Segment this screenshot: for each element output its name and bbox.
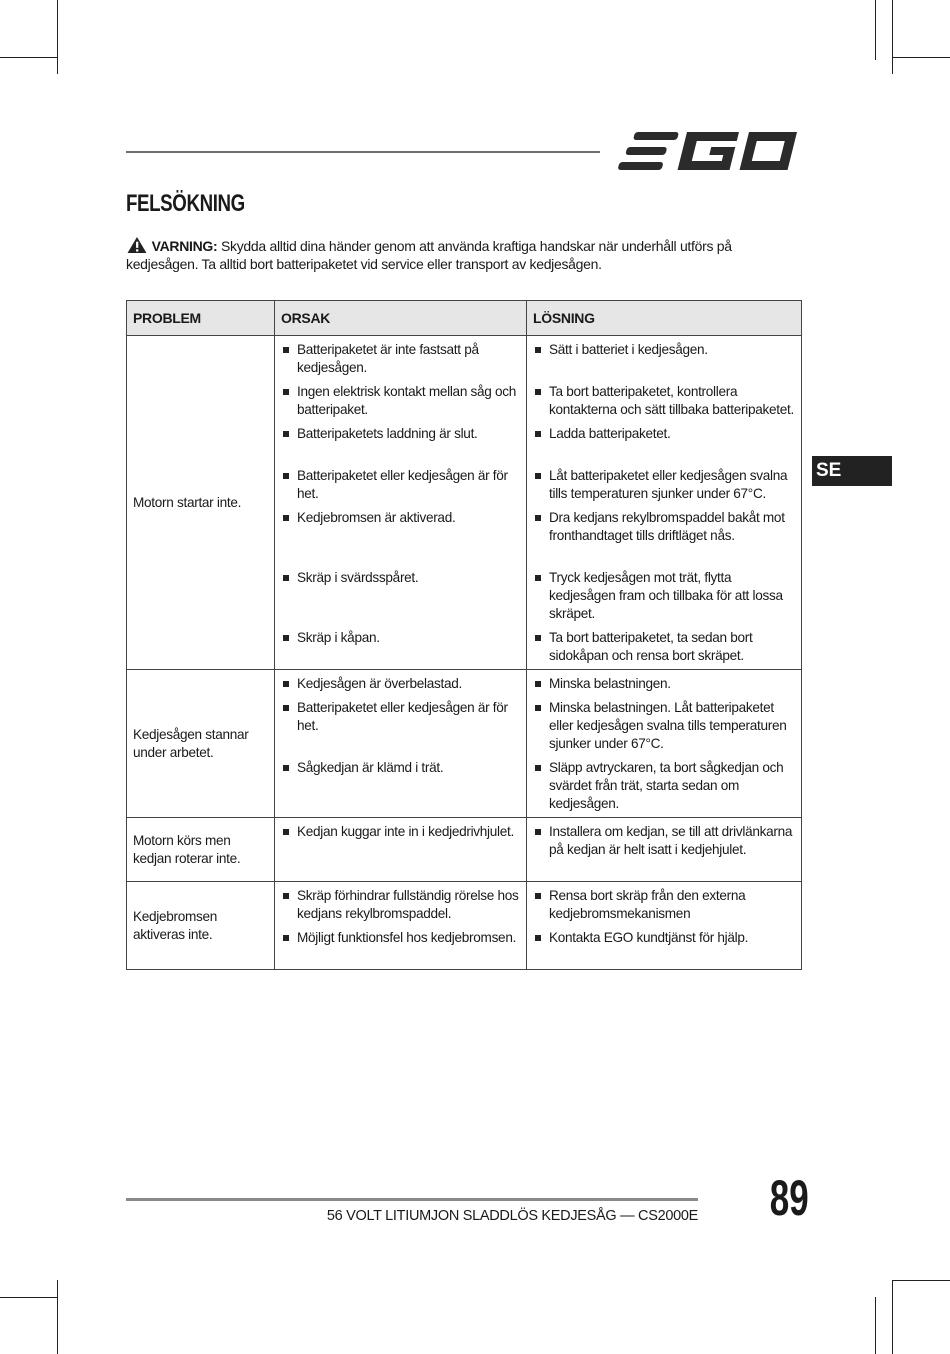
solution-item: Dra kedjans rekylbromspaddel bakåt mot fronthandtaget tills driftläget nås. [533,509,795,569]
crop-mark [892,1280,950,1281]
language-tab: SE [812,456,892,486]
cause-item: Skräp förhindrar fullständig rörelse hos kedjans rekylbromspaddel. [281,887,520,929]
crop-mark [892,1280,893,1354]
solution-item: Minska belastningen. Låt batteripaketet eller kedjesågen svalna tills temperaturen sjunker under 67°C. [533,699,795,759]
warning-icon [126,236,148,254]
solution-item: Ladda batteripaketet. [533,425,795,467]
solution-item: Ta bort batteripaketet, kontrollera kontakterna och sätt tillbaka batteripaketet. [533,383,795,425]
crop-mark [892,0,893,74]
table-row [127,882,802,970]
solution-item: Släpp avtryckaren, ta bort sågkedjan och svärdet från trät, starta sedan om kedjesågen. [533,759,795,813]
header-cause: ORSAK [275,301,527,336]
cause-item: Möjligt funktionsfel hos kedjebromsen. [281,929,520,965]
cause-item: Sågkedjan är klämd i trät. [281,759,520,813]
cause-item: Kedjan kuggar inte in i kedjedrivhjulet. [281,823,520,877]
cause-cell [275,882,527,970]
ego-logo [616,128,802,174]
cause-item: Batteripaketet eller kedjesågen är för het. [281,699,520,759]
cause-cell [275,336,527,670]
problem-cell: Kedjesågen stannar under arbetet. [127,670,275,818]
cause-item: Kedjebromsen är aktiverad. [281,509,520,569]
table-row [127,670,802,818]
solution-cell [527,670,802,818]
table-row [127,818,802,882]
page-number: 89 [769,1170,809,1226]
cause-item: Skräp i kåpan. [281,629,520,665]
cause-item: Skräp i svärdsspåret. [281,569,520,629]
crop-mark [57,0,58,74]
cause-item: Batteripaketet eller kedjesågen är för het. [281,467,520,509]
solution-item: Sätt i batteriet i kedjesågen. [533,341,795,383]
problem-cell: Motorn körs men kedjan roterar inte. [127,818,275,882]
cause-cell [275,818,527,882]
table-row [127,336,802,670]
solution-cell [527,882,802,970]
crop-mark [0,57,57,58]
table-header-row [127,301,802,336]
crop-mark [892,57,950,58]
solution-cell [527,818,802,882]
cause-item: Batteripaketets laddning är slut. [281,425,520,467]
solution-item: Låt batteripaketet eller kedjesågen svalna tills temperaturen sjunker under 67°C. [533,467,795,509]
solution-item: Minska belastningen. [533,675,795,699]
solution-item: Kontakta EGO kundtjänst för hjälp. [533,929,795,965]
solution-item: Installera om kedjan, se till att drivlänkarna på kedjan är helt isatt i kedjehjulet. [533,823,795,877]
header-solution: LÖSNING [527,301,802,336]
crop-mark [57,1280,58,1354]
header-rule [126,151,600,153]
cause-cell [275,670,527,818]
cause-item: Ingen elektrisk kontakt mellan såg och batteripaket. [281,383,520,425]
solution-cell [527,336,802,670]
solution-item: Ta bort batteripaketet, ta sedan bort sidokåpan och rensa bort skräpet. [533,629,795,665]
cause-item: Batteripaketet är inte fastsatt på kedjesågen. [281,341,520,383]
footer-rule [126,1198,698,1201]
solution-item: Rensa bort skräp från den externa kedjebromsmekanismen [533,887,795,929]
warning-text: Skydda alltid dina händer genom att använda kraftiga handskar när underhåll utförs på kedjesågen. Ta alltid bort batteripaketet vid service eller transport av kedjesågen. [126,238,732,272]
warning-label: VARNING: [151,238,218,254]
problem-cell: Kedjebromsen aktiveras inte. [127,882,275,970]
crop-mark [0,1297,57,1298]
warning-notice [126,236,802,273]
problem-cell: Motorn startar inte. [127,336,275,670]
crop-mark [875,0,876,60]
solution-item: Tryck kedjesågen mot trät, flytta kedjesågen fram och tillbaka för att lossa skräpet. [533,569,795,629]
crop-mark [875,1297,876,1354]
page-title: FELSÖKNING [126,190,245,217]
cause-item: Kedjesågen är överbelastad. [281,675,520,699]
troubleshooting-table [126,300,802,970]
footer-product-title: 56 VOLT LITIUMJON SLADDLÖS KEDJESÅG — CS2000E [326,1208,698,1224]
header-problem: PROBLEM [127,301,275,336]
